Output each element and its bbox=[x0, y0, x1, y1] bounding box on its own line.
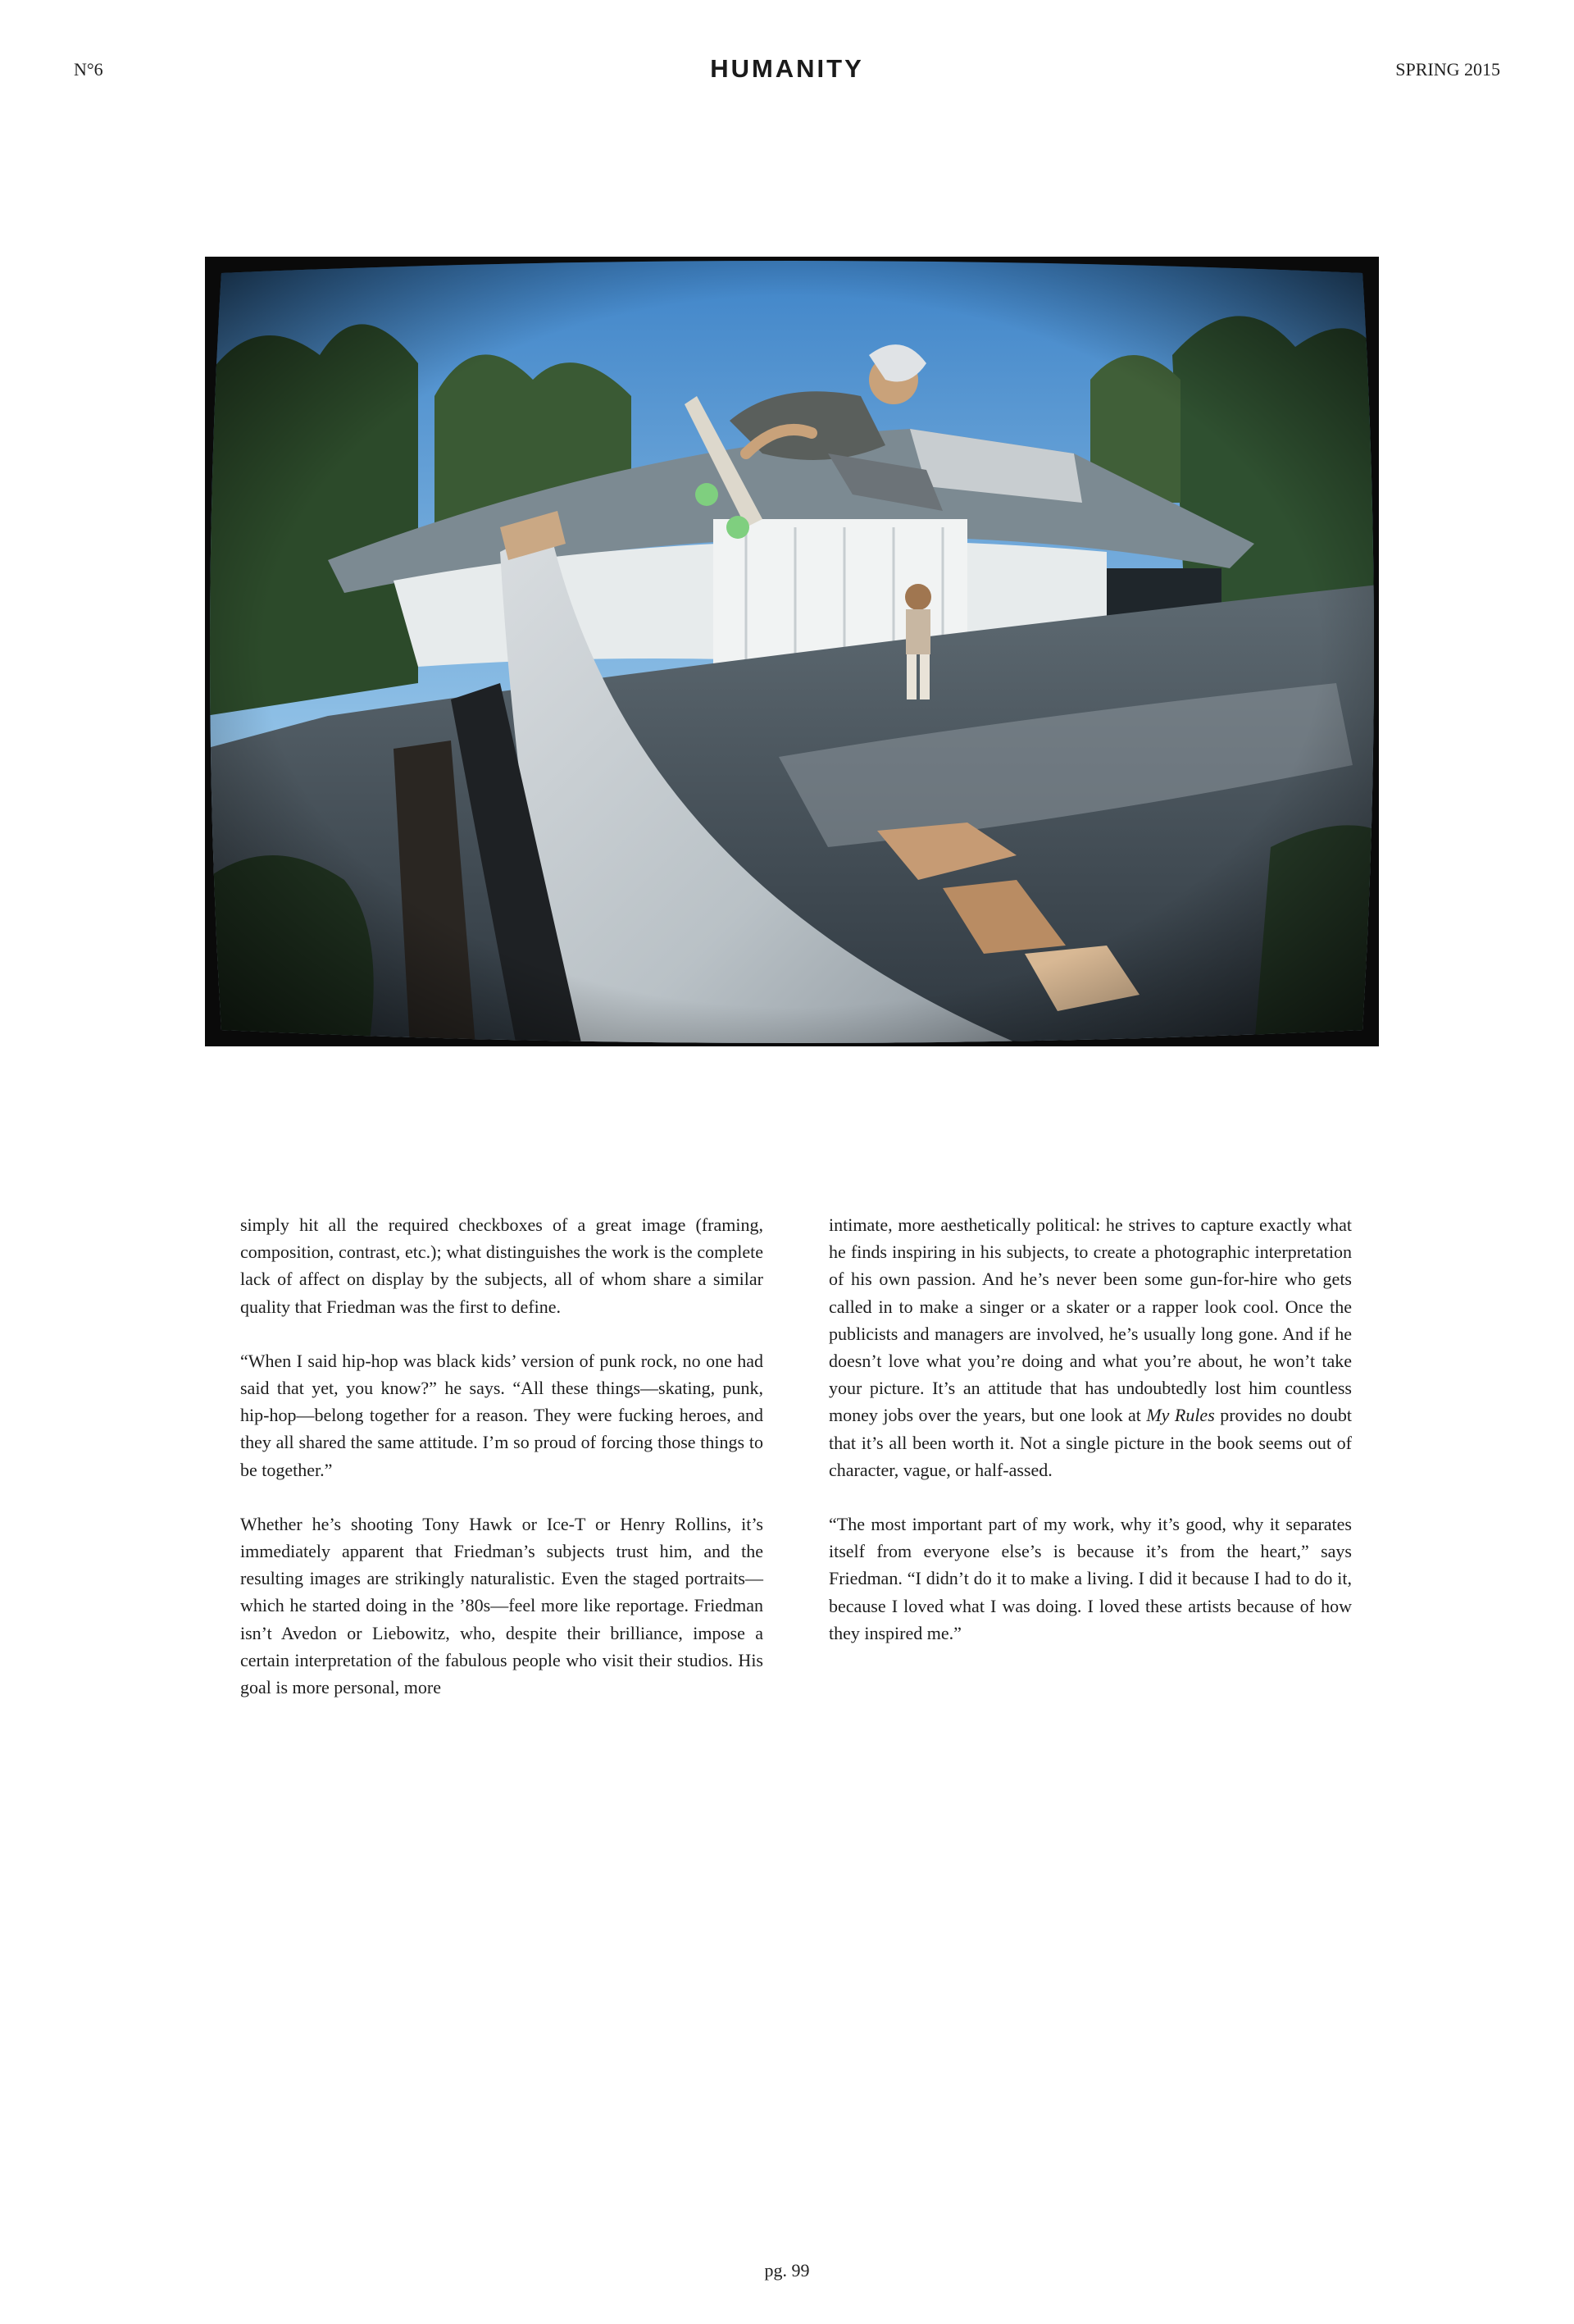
issue-number: N°6 bbox=[74, 59, 103, 80]
magazine-title: HUMANITY bbox=[710, 54, 864, 83]
skateboarder-backyard-ramp-photo bbox=[205, 257, 1379, 1046]
feature-photo bbox=[205, 257, 1379, 1046]
issue-season: SPRING 2015 bbox=[1395, 59, 1500, 80]
article-column-right bbox=[829, 1211, 1352, 1674]
paragraph-4: intimate, more aesthetically political: he strives to capture exactly what he finds inspiring in his subjects, to create a photographic interpretation of his own passion. And he’s never been some gun-for-hire who gets called in to make a singer or a skater or a rapper look cool. Once the publicists and managers are involved, he’s usually long gone. And if he doesn’t love what you’re doing and what you’re about, he won’t take your picture. It’s an attitude that has undoubtedly lost him countless money jobs over the years, but one look at My Rules provides no doubt that it’s all been worth it. Not a single picture in the book seems out of character, vague, or half-assed. bbox=[829, 1214, 1352, 1480]
book-title: My Rules bbox=[1146, 1405, 1215, 1426]
paragraph-2: “When I said hip-hop was black kids’ version of punk rock, no one had said that yet, you know?” he says. “All these things—skating, punk, hip-hop—belong together for a reason. They were fucking heroes, and they all shared the same attitude. I’m so proud of forcing those things to be together.” bbox=[240, 1350, 763, 1480]
paragraph-1: simply hit all the required checkboxes of a great image (framing, composition, contrast, etc.); what distinguishes the work is the complete lack of affect on display by the subjects, all of whom share a similar quality that Friedman was the first to define. bbox=[240, 1214, 763, 1317]
paragraph-3: Whether he’s shooting Tony Hawk or Ice-T or Henry Rollins, it’s immediately apparent that Friedman’s subjects trust him, and the resulting images are strikingly naturalistic. Even the staged portraits—which he started doing in the ’80s—feel more like reportage. Friedman isn’t Avedon or Liebowitz, who, despite their brilliance, impose a certain interpretation of the fabulous people who visit their studios. His goal is more personal, more bbox=[240, 1513, 763, 1698]
page-number: pg. 99 bbox=[764, 2260, 810, 2281]
article-column-left bbox=[240, 1211, 763, 1728]
paragraph-5: “The most important part of my work, why it’s good, why it separates itself from everyone else’s is because it’s from the heart,” says Friedman. “I didn’t do it to make a living. I did it because I had to do it, because I loved what I was doing. I loved these artists because of how they inspired me.” bbox=[829, 1514, 1352, 1643]
